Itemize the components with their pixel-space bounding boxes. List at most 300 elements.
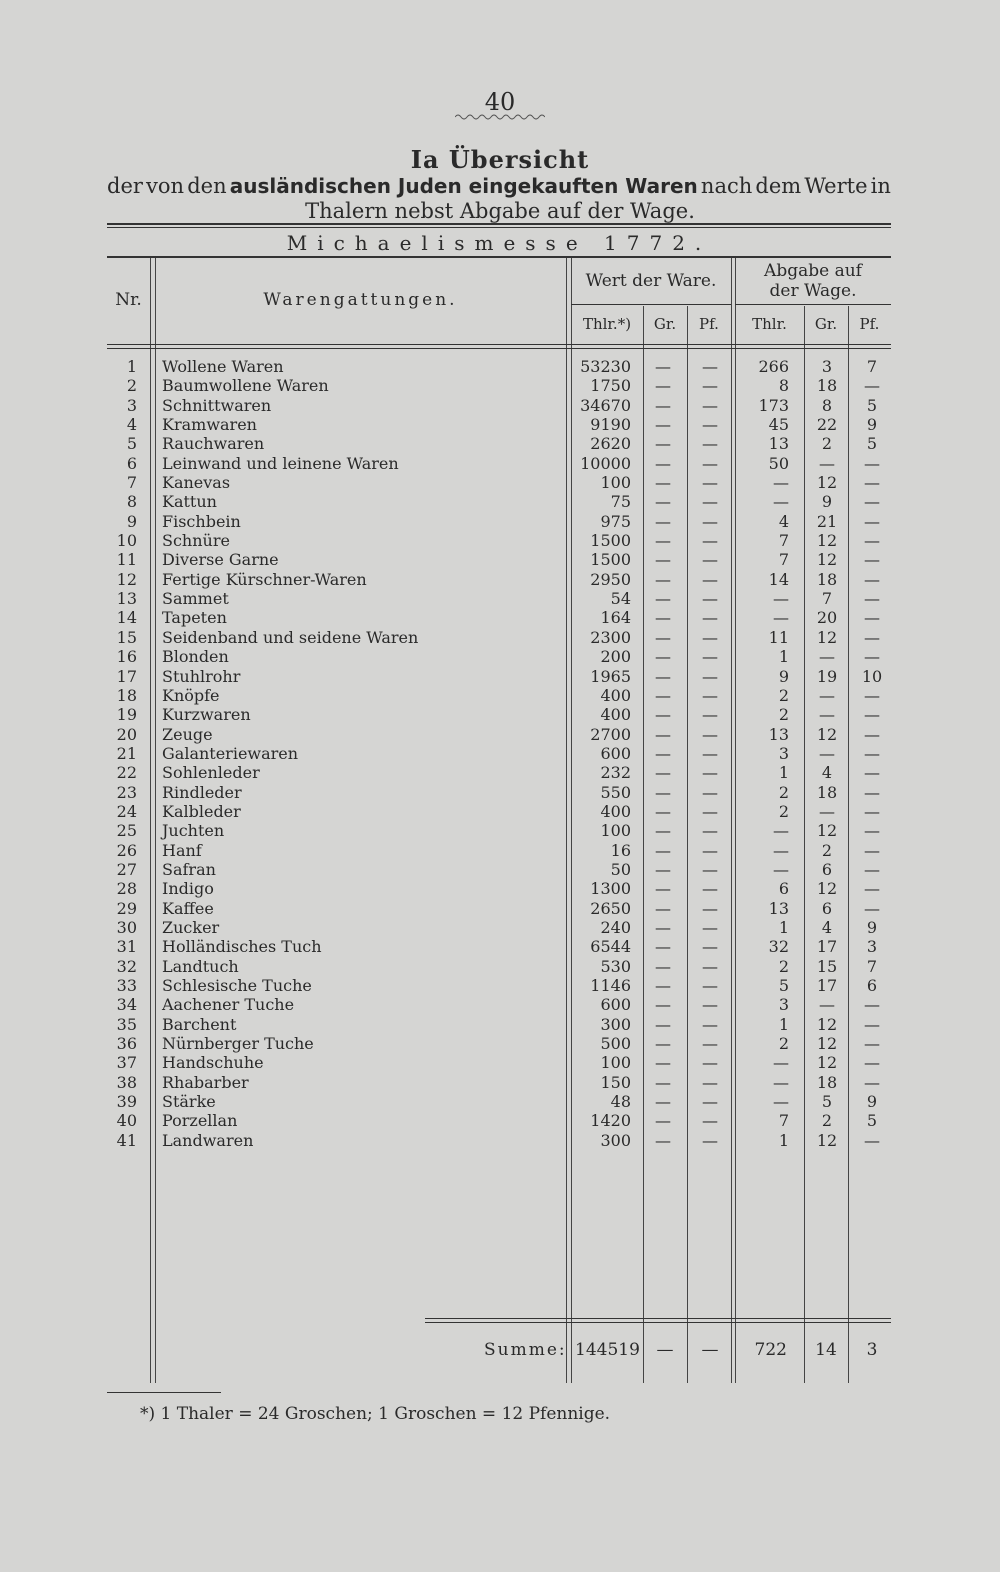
tax-pf: — [864,705,880,725]
value-thlr: 1420 [590,1111,631,1131]
tax-pf: — [864,995,880,1015]
tax-thlr: 2 [778,1034,789,1054]
table-row [107,492,891,511]
tax-pf: — [864,859,880,879]
value-gr: — [655,473,671,493]
value-thlr: 300 [600,1014,631,1034]
value-pf: — [702,415,718,435]
table-row [107,686,891,705]
title-word: nach [700,174,753,198]
value-thlr: 400 [600,801,631,821]
row-number: 27 [116,859,137,879]
value-gr: — [655,531,671,551]
title-word: Werte [804,174,868,198]
tax-pf: — [864,511,880,531]
goods-name: Rauchwaren [162,434,265,454]
table-row [107,1111,891,1130]
goods-name: Schnittwaren [162,395,272,415]
value-thlr: 530 [600,956,631,976]
tax-gr: 12 [816,1053,838,1073]
row-number: 7 [126,473,137,493]
value-thlr: 150 [600,1072,631,1092]
tax-pf: — [864,473,880,493]
value-gr: — [655,569,671,589]
tax-thlr: — [773,1092,789,1112]
value-pf: — [702,956,718,976]
header-thlr: Thlr.*) [582,315,632,333]
value-gr: — [655,647,671,667]
table-row [107,744,891,763]
goods-name: Sohlenleder [162,763,260,783]
tax-gr: 9 [821,492,833,512]
value-pf: — [702,647,718,667]
goods-name: Rindleder [162,782,242,802]
table-row [107,879,891,898]
title-word: der [107,174,143,198]
header-tax-pf: Pf. [859,315,880,333]
footnote: *) 1 Thaler = 24 Groschen; 1 Groschen = 12 Pfennige. [140,1404,611,1424]
value-thlr: 10000 [580,453,631,473]
table-row [107,841,891,860]
goods-name: Zeuge [162,724,213,744]
table-subtitle-line3: Thalern nebst Abgabe auf der Wage. [305,199,695,223]
value-gr: — [655,801,671,821]
tax-thlr: 7 [778,531,789,551]
value-thlr: 2650 [590,898,631,918]
group-header-rule [571,304,731,305]
table-row [107,725,891,744]
row-number: 11 [116,550,137,570]
value-pf: — [702,763,718,783]
value-thlr: 2700 [590,724,631,744]
value-thlr: 975 [600,511,631,531]
value-thlr: 75 [610,492,631,512]
table-row [107,1073,891,1092]
value-gr: — [655,1130,671,1150]
tax-gr: 12 [816,531,838,551]
tax-gr: 18 [816,782,838,802]
value-gr: — [655,492,671,512]
value-pf: — [702,782,718,802]
sum-tax-thlr: 722 [754,1340,787,1360]
footnote-rule [107,1392,221,1393]
table-row [107,899,891,918]
value-pf: — [702,1111,718,1131]
value-thlr: 164 [600,608,631,628]
tax-thlr: 13 [768,898,789,918]
value-pf: — [702,976,718,995]
table-row [107,995,891,1014]
tax-gr: — [819,685,835,705]
table-row [107,957,891,976]
value-gr: — [655,995,671,1015]
value-gr: — [655,705,671,725]
goods-name: Wollene Waren [162,357,284,376]
row-number: 21 [116,743,137,763]
group-header-rule [735,304,891,305]
tax-gr: 6 [821,898,833,918]
tax-pf: — [864,1130,880,1150]
tax-thlr: 45 [768,415,789,435]
tax-thlr: 1 [778,1130,789,1150]
goods-name: Rhabarber [162,1072,249,1092]
goods-name: Handschuhe [162,1053,264,1073]
tax-gr: 2 [821,840,833,860]
value-thlr: 400 [600,685,631,705]
tax-thlr: — [773,859,789,879]
value-pf: — [702,569,718,589]
value-gr: — [655,434,671,454]
table-row [107,628,891,647]
value-thlr: 2620 [590,434,631,454]
tax-thlr: 1 [778,1014,789,1034]
row-number: 35 [116,1014,137,1034]
value-pf: — [702,685,718,705]
value-gr: — [655,685,671,705]
row-number: 39 [116,1092,137,1112]
tax-pf: 9 [866,917,878,937]
sum-rule-2 [425,1322,891,1323]
table-row [107,434,891,453]
value-gr: — [655,357,671,376]
value-pf: — [702,357,718,376]
value-pf: — [702,724,718,744]
sum-thlr: 144519 [575,1340,640,1360]
table-row [107,512,891,531]
table-row [107,1015,891,1034]
value-gr: — [655,550,671,570]
value-gr: — [655,511,671,531]
value-gr: — [655,976,671,995]
table-row [107,396,891,415]
value-gr: — [655,1014,671,1034]
value-thlr: 1500 [590,531,631,551]
row-number: 10 [116,531,137,551]
table-row [107,821,891,840]
row-number: 37 [116,1053,137,1073]
value-gr: — [655,1072,671,1092]
value-pf: — [702,1130,718,1150]
row-number: 6 [126,453,137,473]
tax-pf: — [864,531,880,551]
table-row [107,783,891,802]
row-number: 38 [116,1072,137,1092]
row-number: 9 [126,511,137,531]
value-thlr: 240 [600,917,631,937]
value-gr: — [655,917,671,937]
row-number: 18 [116,685,137,705]
value-pf: — [702,859,718,879]
goods-name: Porzellan [162,1111,238,1131]
goods-name: Tapeten [162,608,227,628]
value-pf: — [702,898,718,918]
tax-thlr: — [773,492,789,512]
title-word: in [870,174,891,198]
row-number: 12 [116,569,137,589]
tax-thlr: — [773,1053,789,1073]
row-number: 20 [116,724,137,744]
tax-thlr: 2 [778,801,789,821]
tax-gr: 12 [816,550,838,570]
row-number: 14 [116,608,137,628]
value-gr: — [655,589,671,609]
table-row [107,531,891,550]
value-pf: — [702,995,718,1015]
row-number: 22 [116,763,137,783]
tax-gr: — [819,647,835,667]
tax-thlr: 13 [768,724,789,744]
tax-pf: — [864,1034,880,1054]
sum-label: Summe: [484,1340,567,1360]
row-number: 32 [116,956,137,976]
header-top-rule [107,256,891,258]
header-bottom-rule [107,344,891,345]
value-pf: — [702,840,718,860]
goods-name: Zucker [162,917,220,937]
value-thlr: 232 [600,763,631,783]
sum-gr: — [656,1340,674,1360]
goods-name: Blonden [162,647,229,667]
row-number: 34 [116,995,137,1015]
row-number: 5 [126,434,137,454]
row-number: 41 [116,1130,137,1150]
tax-pf: — [864,608,880,628]
value-thlr: 600 [600,743,631,763]
table-row [107,1092,891,1111]
goods-name: Baumwollene Waren [162,376,329,396]
goods-name: Schlesische Tuche [162,976,312,995]
tax-gr: — [819,705,835,725]
tax-pf: — [864,647,880,667]
table-row [107,608,891,627]
tax-pf: — [864,453,880,473]
tax-pf: — [864,685,880,705]
goods-name: Galanteriewaren [162,743,299,763]
header-tax-gr: Gr. [814,315,838,333]
tax-pf: 9 [866,415,878,435]
tax-thlr: 3 [778,743,789,763]
tax-pf: — [864,724,880,744]
tax-thlr: 14 [768,569,789,589]
goods-name: Hanf [162,840,202,860]
value-gr: — [655,415,671,435]
tax-thlr: 13 [768,434,789,454]
tax-gr: 5 [821,1092,833,1112]
value-gr: — [655,724,671,744]
tax-thlr: 32 [768,937,789,957]
tax-pf: — [864,550,880,570]
tax-gr: 19 [816,666,838,686]
tax-gr: 21 [816,511,838,531]
value-pf: — [702,1014,718,1034]
row-number: 29 [116,898,137,918]
row-number: 17 [116,666,137,686]
row-number: 40 [116,1111,137,1131]
tax-pf: — [864,743,880,763]
tax-pf: — [864,627,880,647]
value-thlr: 400 [600,705,631,725]
tax-gr: 17 [816,976,838,995]
tax-gr: 8 [821,395,833,415]
goods-name: Safran [162,859,216,879]
value-gr: — [655,782,671,802]
tax-thlr: 7 [778,1111,789,1131]
tax-gr: 17 [816,937,838,957]
value-gr: — [655,453,671,473]
value-thlr: 1965 [590,666,631,686]
value-thlr: 2950 [590,569,631,589]
tax-gr: 20 [816,608,838,628]
value-thlr: 100 [600,1053,631,1073]
tax-gr: 7 [821,589,833,609]
title-word: den [187,174,227,198]
goods-name: Indigo [162,879,214,899]
goods-name: Kalbleder [162,801,241,821]
row-number: 3 [126,395,137,415]
tax-pf: 7 [866,956,878,976]
table-row [107,357,891,376]
row-number: 25 [116,821,137,841]
tax-gr: 12 [816,1130,838,1150]
value-pf: — [702,801,718,821]
tax-thlr: 3 [778,995,789,1015]
row-number: 24 [116,801,137,821]
value-pf: — [702,608,718,628]
tax-pf: — [864,763,880,783]
value-pf: — [702,627,718,647]
tax-gr: — [819,801,835,821]
value-gr: — [655,627,671,647]
tax-pf: — [864,801,880,821]
tax-pf: — [864,1053,880,1073]
goods-name: Juchten [162,821,225,841]
tax-gr: — [819,743,835,763]
tax-gr: 18 [816,569,838,589]
sum-pf: — [701,1340,719,1360]
value-pf: — [702,743,718,763]
value-thlr: 50 [610,859,631,879]
row-number: 33 [116,976,137,995]
table-row [107,705,891,724]
value-thlr: 34670 [580,395,631,415]
value-thlr: 1300 [590,879,631,899]
edition-heading: Michaelismesse 1772. [286,231,712,255]
table-row [107,860,891,879]
tax-gr: 2 [821,1111,833,1131]
table-body [107,357,891,1150]
tax-thlr: 5 [778,976,789,995]
value-pf: — [702,550,718,570]
table-row [107,1034,891,1053]
tax-pf: — [864,879,880,899]
row-number: 13 [116,589,137,609]
value-gr: — [655,1111,671,1131]
tax-thlr: 9 [778,666,789,686]
tax-gr: 12 [816,879,838,899]
value-pf: — [702,395,718,415]
tax-gr: 15 [816,956,838,976]
tax-pf: — [864,376,880,396]
tax-thlr: 7 [778,550,789,570]
row-number: 36 [116,1034,137,1054]
row-number: 23 [116,782,137,802]
tax-thlr: — [773,821,789,841]
tax-gr: 4 [821,917,833,937]
value-thlr: 1750 [590,376,631,396]
header-tax-group: Abgabe auf der Wage. [764,261,862,301]
header-tax-thlr: Thlr. [752,315,787,333]
page-number: 40 [484,88,516,116]
value-gr: — [655,743,671,763]
row-number: 19 [116,705,137,725]
tax-gr: 12 [816,821,838,841]
goods-name: Leinwand und leinene Waren [162,453,399,473]
tax-thlr: 11 [768,627,789,647]
tax-pf: — [864,589,880,609]
table-row [107,415,891,434]
tax-thlr: 1 [778,917,789,937]
table-row [107,802,891,821]
value-pf: — [702,821,718,841]
goods-name: Fertige Kürschner-Waren [162,569,367,589]
value-pf: — [702,453,718,473]
goods-name: Knöpfe [162,685,220,705]
value-pf: — [702,434,718,454]
table-row [107,763,891,782]
title-word: dem [755,174,802,198]
sum-tax-pf: 3 [866,1340,878,1360]
tax-pf: — [864,840,880,860]
value-gr: — [655,666,671,686]
tax-gr: 22 [816,415,838,435]
table-subtitle [107,174,891,198]
tax-thlr: 173 [758,395,789,415]
goods-name: Sammet [162,589,229,609]
tax-pf: — [864,782,880,802]
value-thlr: 54 [610,589,631,609]
header-nr: Nr. [115,290,142,310]
goods-name: Landwaren [162,1130,254,1150]
header-gr: Gr. [653,315,677,333]
value-pf: — [702,937,718,957]
row-number: 26 [116,840,137,860]
title-rule [107,223,891,225]
table-row [107,473,891,492]
title-bold-phrase: ausländischen Juden eingekauften Waren [229,174,698,198]
value-thlr: 16 [610,840,631,860]
table-row [107,976,891,995]
row-number: 2 [126,376,137,396]
value-gr: — [655,937,671,957]
goods-name: Fischbein [162,511,241,531]
header-value-group: Wert der Ware. [585,271,717,291]
value-pf: — [702,1072,718,1092]
goods-name: Kanevas [162,473,231,493]
value-pf: — [702,531,718,551]
tax-gr: 4 [821,763,833,783]
goods-name: Kattun [162,492,217,512]
value-thlr: 6544 [590,937,631,957]
tax-thlr: 266 [758,357,789,376]
table-row [107,1131,891,1150]
table-row [107,647,891,666]
value-gr: — [655,859,671,879]
sum-tax-gr: 14 [815,1340,837,1360]
value-thlr: 9190 [590,415,631,435]
goods-name: Kaffee [162,898,214,918]
tax-thlr: 50 [768,453,789,473]
tax-gr: 12 [816,627,838,647]
